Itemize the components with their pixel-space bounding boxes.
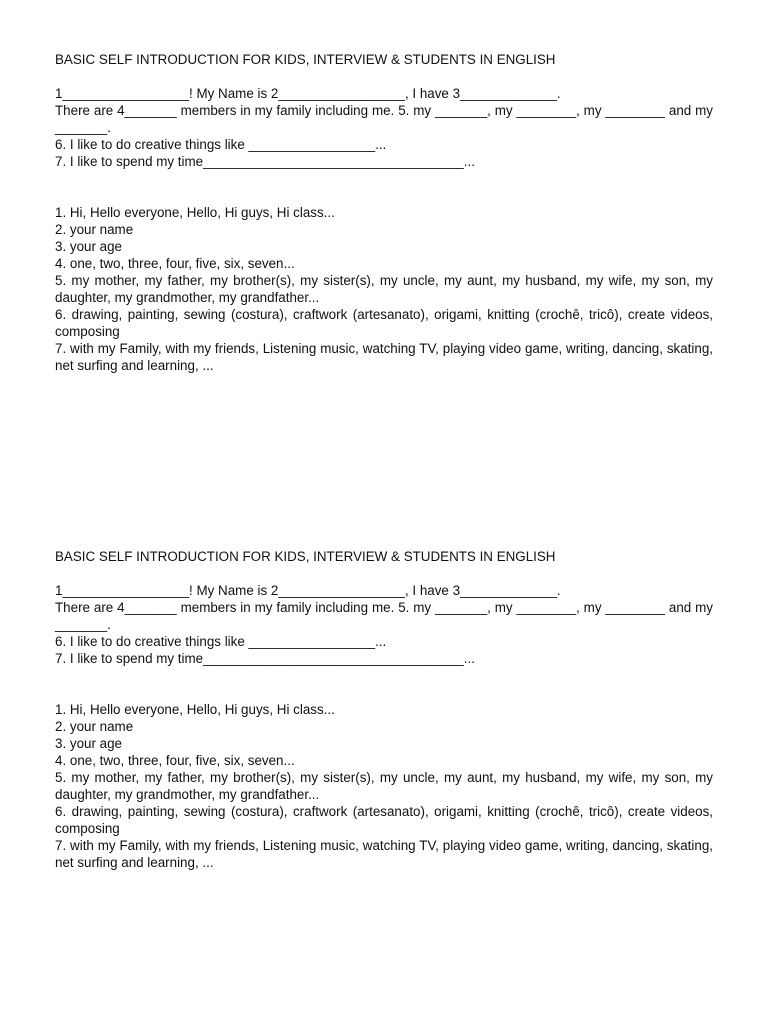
answer-key [55,204,713,374]
answer-item-2: 2. your name [55,719,134,734]
answer-item-7: 7. with my Family, with my friends, Listening music, watching TV, playing video game, writing, dancing, skating, net surfing and learning, ... [55,838,713,870]
template-line-3: 6. I like to do creative things like _________________... [55,137,387,152]
answer-item-7: 7. with my Family, with my friends, Listening music, watching TV, playing video game, writing, dancing, skating, net surfing and learning, ... [55,341,713,373]
answer-item-1: 1. Hi, Hello everyone, Hello, Hi guys, Hi class... [55,205,335,220]
template-line-2: There are 4_______ members in my family including me. 5. my _______, my ________, my ________ and my _______. [55,103,713,135]
answer-key [55,701,713,871]
answer-item-4: 4. one, two, three, four, five, six, seven... [55,753,295,768]
template-line-4: 7. I like to spend my time___________________________________... [55,154,475,169]
answer-item-6: 6. drawing, painting, sewing (costura), craftwork (artesanato), origami, knitting (crochê, tricô), create videos, composing [55,804,713,836]
worksheet-title: BASIC SELF INTRODUCTION FOR KIDS, INTERVIEW & STUDENTS IN ENGLISH [55,549,556,564]
worksheet-section-1 [55,51,713,374]
answer-item-5: 5. my mother, my father, my brother(s), my sister(s), my uncle, my aunt, my husband, my wife, my son, my daughter, my grandmother, my grandfather... [55,273,713,305]
spacer [55,667,713,701]
fill-in-template [55,85,713,170]
answer-item-3: 3. your age [55,736,122,751]
template-line-3: 6. I like to do creative things like _________________... [55,634,387,649]
spacer [55,170,713,204]
answer-item-6: 6. drawing, painting, sewing (costura), craftwork (artesanato), origami, knitting (crochê, tricô), create videos, composing [55,307,713,339]
template-line-1: 1_________________! My Name is 2_________________, I have 3_____________. [55,86,561,101]
template-line-4: 7. I like to spend my time___________________________________... [55,651,475,666]
fill-in-template [55,582,713,667]
answer-item-2: 2. your name [55,222,134,237]
template-line-1: 1_________________! My Name is 2_________________, I have 3_____________. [55,583,561,598]
answer-item-1: 1. Hi, Hello everyone, Hello, Hi guys, Hi class... [55,702,335,717]
answer-item-4: 4. one, two, three, four, five, six, seven... [55,256,295,271]
worksheet-section-2 [55,548,713,871]
worksheet-title: BASIC SELF INTRODUCTION FOR KIDS, INTERVIEW & STUDENTS IN ENGLISH [55,52,556,67]
answer-item-5: 5. my mother, my father, my brother(s), my sister(s), my uncle, my aunt, my husband, my wife, my son, my daughter, my grandmother, my grandfather... [55,770,713,802]
template-line-2: There are 4_______ members in my family including me. 5. my _______, my ________, my ________ and my _______. [55,600,713,632]
answer-item-3: 3. your age [55,239,122,254]
